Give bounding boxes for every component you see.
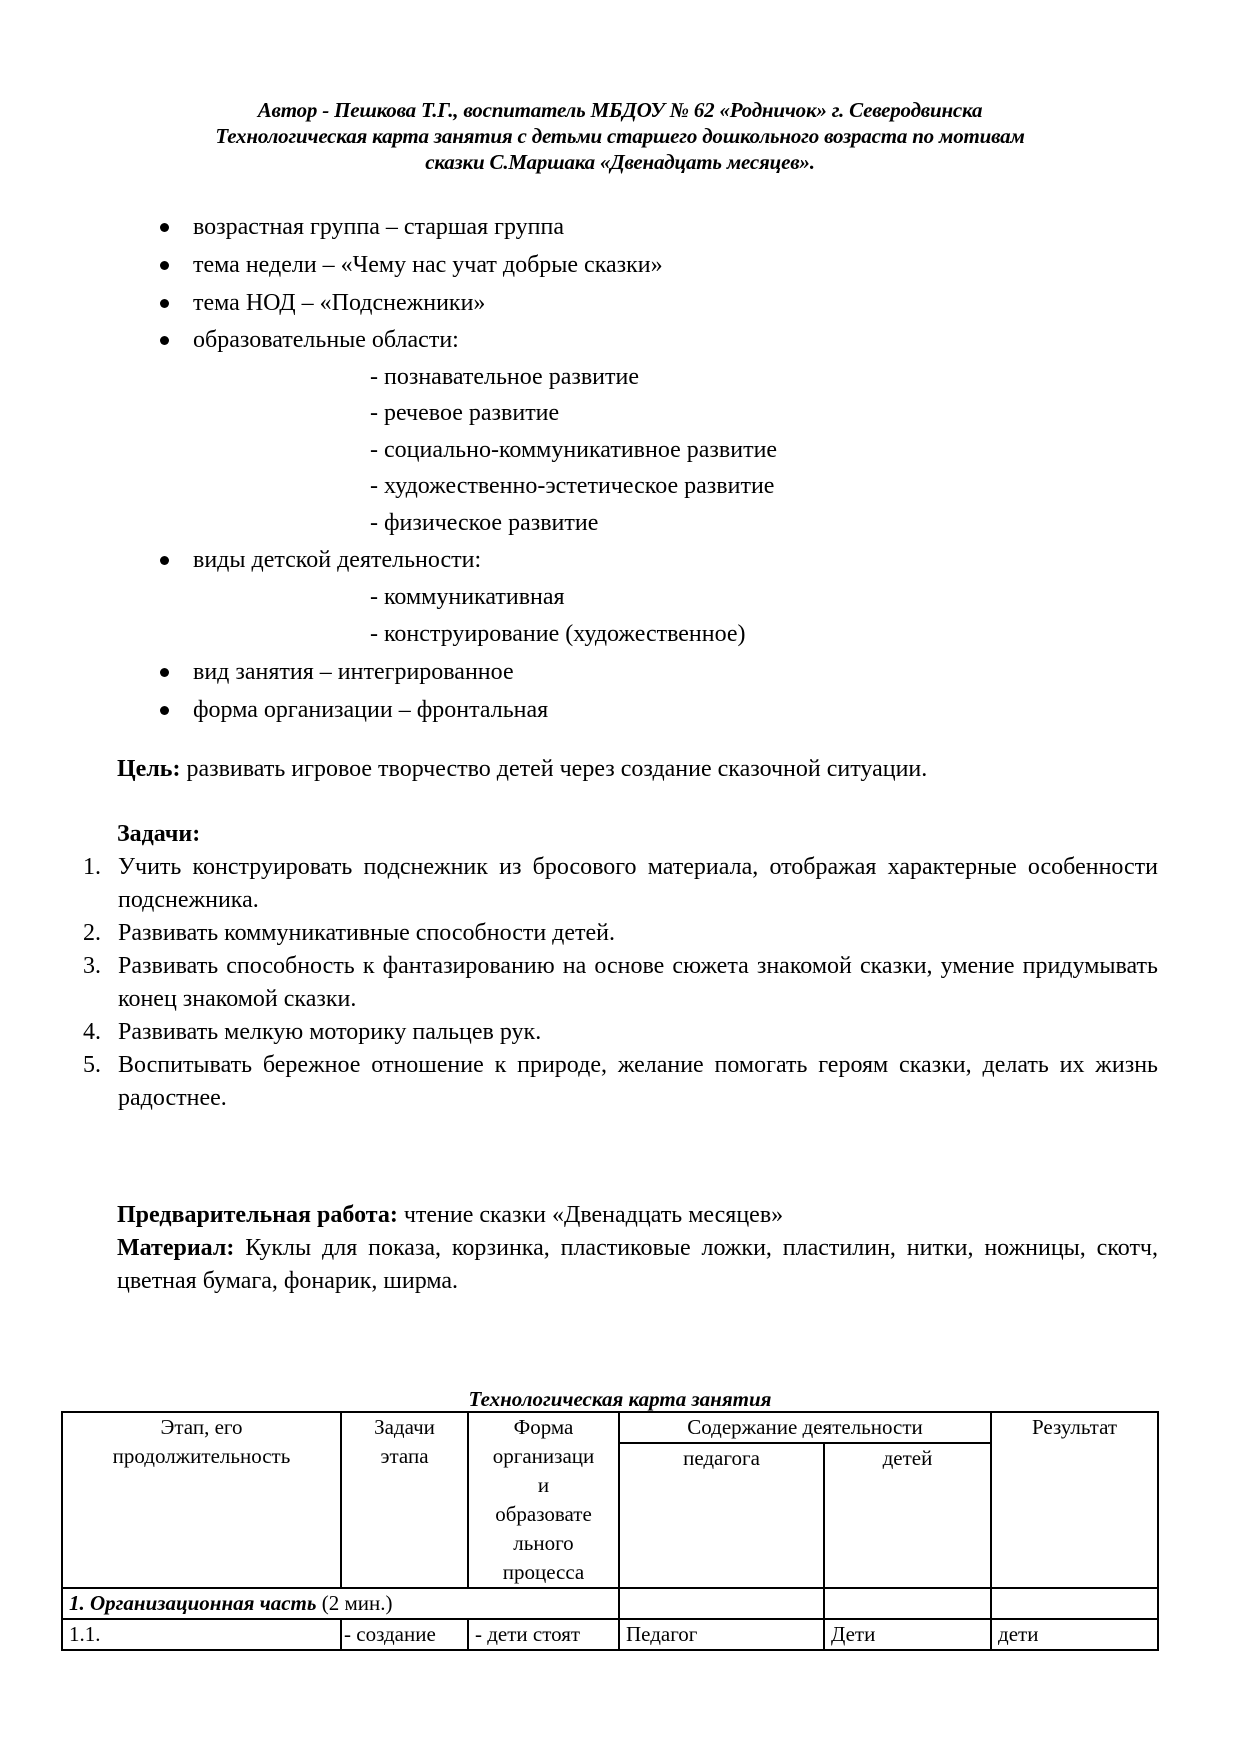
header-stage-line: Этап, его bbox=[160, 1415, 243, 1439]
header-result: Результат bbox=[991, 1412, 1158, 1588]
header-children: детей bbox=[824, 1443, 991, 1588]
list-item-text: вид занятия – интегрированное bbox=[193, 659, 514, 685]
sub-list-item: - конструирование (художественное) bbox=[370, 621, 746, 647]
header-tasks-line: Задачи bbox=[374, 1415, 435, 1439]
task-item bbox=[83, 851, 1158, 917]
bullet-icon bbox=[160, 299, 169, 308]
material-label: Материал: bbox=[117, 1235, 235, 1261]
task-item bbox=[83, 950, 1158, 1016]
bullet-icon bbox=[160, 556, 169, 565]
cell-form: - дети стоят bbox=[468, 1619, 619, 1650]
bullet-icon bbox=[160, 261, 169, 270]
task-number: 3. bbox=[83, 953, 101, 979]
section-title: 1. Организационная часть bbox=[69, 1591, 317, 1615]
task-item bbox=[83, 1049, 1158, 1115]
header-form-line: льного bbox=[513, 1531, 574, 1555]
header-form bbox=[468, 1412, 619, 1588]
task-number: 4. bbox=[83, 1019, 101, 1045]
task-number: 2. bbox=[83, 920, 101, 946]
task-text: Развивать мелкую моторику пальцев рук. bbox=[118, 1019, 542, 1045]
header-form-line: и bbox=[537, 1473, 550, 1497]
table-caption: Технологическая карта занятия bbox=[468, 1387, 772, 1411]
sub-list-item: - речевое развитие bbox=[370, 400, 560, 426]
sub-list-item: - художественно-эстетическое развитие bbox=[370, 473, 775, 499]
section-result-cell bbox=[991, 1588, 1158, 1619]
header-form-line: процесса bbox=[502, 1560, 585, 1584]
goal-text: развивать игровое творчество детей через создание сказочной ситуации. bbox=[180, 756, 928, 782]
task-text: Учить конструировать подснежник из бросового материала, отображая характерные особенности подснежника. bbox=[118, 854, 1158, 913]
cell-children: Дети bbox=[824, 1619, 991, 1650]
task-item bbox=[83, 1016, 1158, 1049]
list-item-text: виды детской деятельности: bbox=[193, 547, 482, 573]
table-section-row bbox=[62, 1588, 1158, 1619]
list-item-text: форма организации – фронтальная bbox=[193, 697, 549, 723]
sub-list-item: - физическое развитие bbox=[370, 510, 599, 536]
material-paragraph bbox=[117, 1232, 1158, 1298]
section-children-cell bbox=[824, 1588, 991, 1619]
bullet-icon bbox=[160, 223, 169, 232]
list-item-text: возрастная группа – старшая группа bbox=[193, 214, 564, 240]
task-number: 1. bbox=[83, 854, 101, 880]
section-title-cell bbox=[62, 1588, 619, 1619]
tasks-label: Задачи: bbox=[117, 821, 201, 847]
list-item-text: образовательные области: bbox=[193, 327, 459, 353]
header-content: Содержание деятельности bbox=[619, 1412, 991, 1443]
header-tasks-line: этапа bbox=[380, 1444, 429, 1468]
document-title: Технологическая карта занятия с детьми старшего дошкольного возраста по мотивам bbox=[215, 124, 1025, 148]
section-teacher-cell bbox=[619, 1588, 824, 1619]
goal-label: Цель: bbox=[117, 756, 181, 782]
author-line: Автор - Пешкова Т.Г., воспитатель МБДОУ № 62 «Родничок» г. Северодвинска bbox=[257, 98, 983, 122]
preliminary-text: чтение сказки «Двенадцать месяцев» bbox=[397, 1202, 784, 1228]
bullet-icon bbox=[160, 336, 169, 345]
cell-stage: 1.1. bbox=[62, 1619, 341, 1650]
document-subtitle: сказки С.Маршака «Двенадцать месяцев». bbox=[425, 150, 815, 174]
technology-map-table bbox=[61, 1411, 1159, 1651]
preliminary-label: Предварительная работа: bbox=[117, 1202, 398, 1228]
cell-result: дети bbox=[991, 1619, 1158, 1650]
header-tasks bbox=[341, 1412, 468, 1588]
header-stage-line: продолжительность bbox=[112, 1444, 291, 1468]
list-item-text: тема НОД – «Подснежники» bbox=[193, 290, 486, 316]
tasks-heading bbox=[117, 818, 200, 851]
cell-teacher: Педагог bbox=[619, 1619, 824, 1650]
task-text: Воспитывать бережное отношение к природе, желание помогать героям сказки, делать их жизнь радостнее. bbox=[118, 1052, 1158, 1111]
task-text: Развивать способность к фантазированию на основе сюжета знакомой сказки, умение придумывать конец знакомой сказки. bbox=[118, 953, 1158, 1012]
header-form-line: организаци bbox=[492, 1444, 595, 1468]
sub-list-item: - познавательное развитие bbox=[370, 364, 640, 390]
task-text: Развивать коммуникативные способности детей. bbox=[118, 920, 616, 946]
cell-tasks: - создание bbox=[341, 1619, 468, 1650]
bullet-icon bbox=[160, 668, 169, 677]
section-duration: (2 мин.) bbox=[316, 1591, 393, 1615]
header-form-line: образовате bbox=[495, 1502, 592, 1526]
header-teacher: педагога bbox=[619, 1443, 824, 1588]
task-item bbox=[83, 917, 1158, 950]
header-stage bbox=[62, 1412, 341, 1588]
goal-paragraph bbox=[117, 753, 927, 786]
header-form-line: Форма bbox=[513, 1415, 574, 1439]
bullet-icon bbox=[160, 706, 169, 715]
sub-list-item: - коммуникативная bbox=[370, 584, 565, 610]
table-header-row bbox=[62, 1412, 1158, 1443]
preliminary-paragraph bbox=[117, 1199, 783, 1232]
material-text: Куклы для показа, корзинка, пластиковые ложки, пластилин, нитки, ножницы, скотч, цветная бумага, фонарик, ширма. bbox=[117, 1235, 1158, 1294]
sub-list-item: - социально-коммуникативное развитие bbox=[370, 437, 778, 463]
task-number: 5. bbox=[83, 1052, 101, 1078]
table-row bbox=[62, 1619, 1158, 1650]
list-item-text: тема недели – «Чему нас учат добрые сказки» bbox=[193, 252, 663, 278]
